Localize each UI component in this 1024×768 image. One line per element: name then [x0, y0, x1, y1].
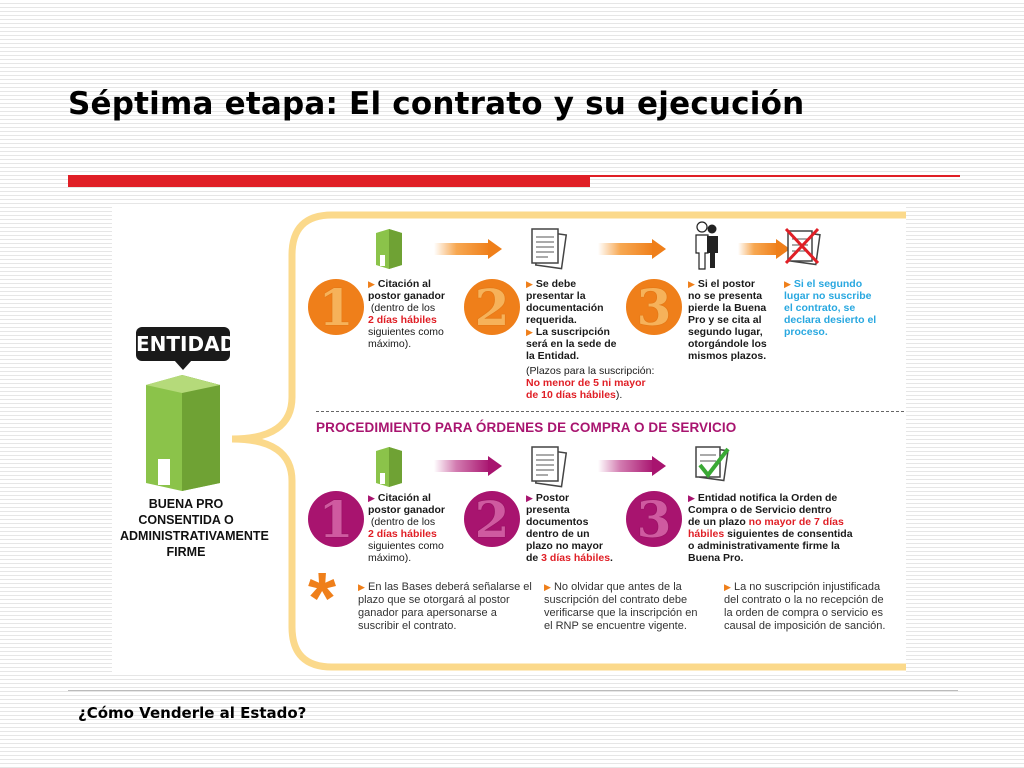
section-divider	[316, 411, 904, 412]
contract-step-3-text: ▶ Si el postor no se presenta pierde la Buena Pro y se cita al segundo lugar, otorgándole los mismos plazos.	[688, 278, 767, 362]
order-step-2-number: 2	[464, 491, 520, 547]
footer-divider	[68, 690, 958, 691]
order-arrow-1	[434, 460, 490, 472]
entidad-badge: ENTIDAD	[136, 327, 230, 361]
green-building-icon	[374, 227, 404, 271]
arrow-2	[598, 243, 654, 255]
arrow-1-head	[488, 239, 502, 259]
entity-building-icon	[142, 371, 224, 493]
people-icon	[692, 221, 720, 271]
arrow-2-head	[652, 239, 666, 259]
note-2: ▶ No olvidar que antes de la suscripción del contrato debe verificarse que la inscripción en el RNP se encuentre vigente.	[544, 581, 698, 632]
infographic-panel	[112, 207, 906, 673]
title-underline-thin	[590, 175, 960, 177]
order-step-3-text: ▶ Entidad notifica la Orden de Compra o de Servicio dentro de un plazo no mayor de 7 días hábiles siguientes de consentida o administrativamente firme la Buena Pro.	[688, 492, 853, 564]
documents-icon	[528, 225, 568, 271]
arrow-1	[434, 243, 490, 255]
note-3: ▶ La no suscripción injustificada del contrato o la no recepción de la orden de compra o servicio es causal de imposición de sanción.	[724, 581, 886, 632]
contract-step-1-text: ▶ Citación al postor ganador (dentro de los 2 días hábiles siguientes como máximo).	[368, 278, 446, 350]
orders-section-title: PROCEDIMIENTO PARA ÓRDENES DE COMPRA O DE SERVICIO	[316, 420, 737, 435]
note-1: ▶ En las Bases deberá señalarse el plazo que se otorgará al postor ganador para apersonarse a suscribir el contrato.	[358, 581, 532, 632]
contract-step-4-text: ▶ Si el segundo lugar no suscribe el contrato, se declara desierto el proceso.	[784, 278, 877, 338]
documents-icon	[528, 443, 568, 489]
order-arrow-2	[598, 460, 654, 472]
order-step-3-number: 3	[626, 491, 682, 547]
order-step-2-text: ▶ Postor presenta documentos dentro de un plazo no mayor de 3 días hábiles.	[526, 492, 613, 564]
slide-footer: ¿Cómo Venderle al Estado?	[78, 704, 307, 722]
order-arrow-2-head	[652, 456, 666, 476]
checked-document-icon	[692, 443, 732, 485]
buena-pro-label: BUENA PRO CONSENTIDA O ADMINISTRATIVAMENTE FIRME	[120, 497, 269, 559]
crossed-document-icon	[784, 227, 824, 269]
order-arrow-1-head	[488, 456, 502, 476]
contract-step-2-text: ▶ Se debe presentar la documentación requerida. ▶ La suscripción será en la sede de la Entidad. (Plazos para la suscripción: No menor de 5 ni mayor de 10 días hábiles).	[526, 278, 655, 401]
asterisk-note-icon: *	[308, 559, 337, 639]
step-1-number: 1	[308, 279, 364, 335]
arrow-3	[738, 243, 778, 255]
green-building-icon	[374, 445, 404, 489]
order-step-1-text: ▶ Citación al postor ganador (dentro de los 2 días hábiles siguientes como máximo).	[368, 492, 446, 564]
step-3-number: 3	[626, 279, 682, 335]
title-underline-bar	[68, 175, 590, 187]
slide-title: Séptima etapa: El contrato y su ejecución	[68, 86, 805, 122]
step-2-number: 2	[464, 279, 520, 335]
order-step-1-number: 1	[308, 491, 364, 547]
